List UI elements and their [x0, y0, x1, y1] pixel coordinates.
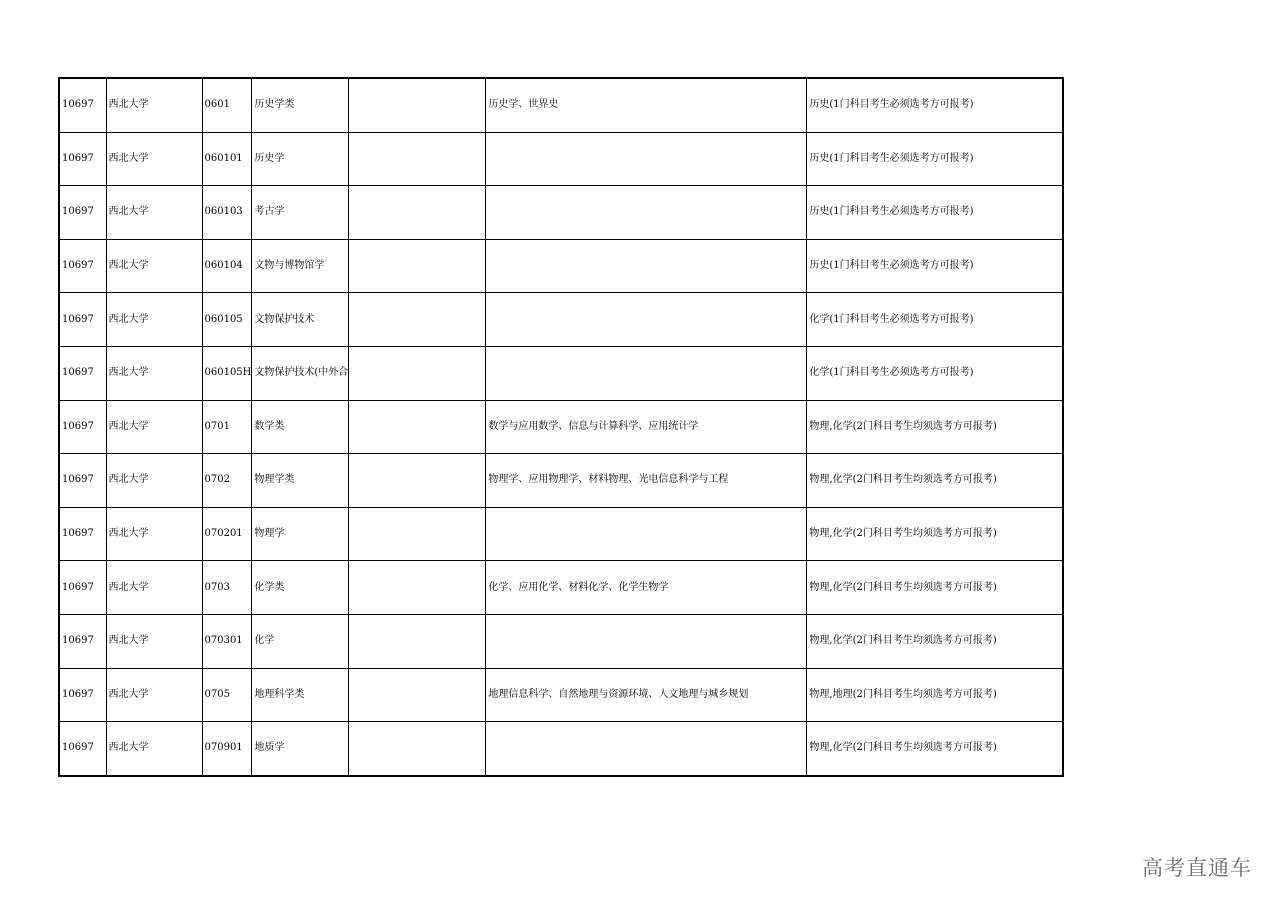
included-majors-cell [486, 132, 807, 186]
subject-requirement-cell: 化学(1门科目考生必须选考方可报考) [807, 346, 1063, 400]
included-majors-cell: 物理学、应用物理学、材料物理、光电信息科学与工程 [486, 454, 807, 508]
subject-requirement-cell: 历史(1门科目考生必须选考方可报考) [807, 239, 1063, 293]
blank-cell [349, 400, 486, 454]
included-majors-cell [486, 346, 807, 400]
major-name-cell: 历史学类 [252, 78, 349, 132]
blank-cell [349, 346, 486, 400]
table-row [59, 132, 1063, 186]
school-name-cell: 西北大学 [106, 346, 202, 400]
blank-cell [349, 186, 486, 240]
school-name-cell: 西北大学 [106, 561, 202, 615]
school-code-cell: 10697 [59, 78, 106, 132]
school-code-cell: 10697 [59, 507, 106, 561]
school-code-cell: 10697 [59, 186, 106, 240]
subject-requirement-cell: 物理,化学(2门科目考生均须选考方可报考) [807, 454, 1063, 508]
school-code-cell: 10697 [59, 132, 106, 186]
table-row [59, 400, 1063, 454]
table-row [59, 722, 1063, 776]
blank-cell [349, 614, 486, 668]
blank-cell [349, 132, 486, 186]
major-name-cell: 数学类 [252, 400, 349, 454]
major-code-cell: 0601 [202, 78, 252, 132]
major-name-cell: 文物保护技术(中外合 [252, 346, 349, 400]
subject-requirement-cell: 物理,化学(2门科目考生均须选考方可报考) [807, 614, 1063, 668]
school-name-cell: 西北大学 [106, 186, 202, 240]
school-name-cell: 西北大学 [106, 507, 202, 561]
school-code-cell: 10697 [59, 454, 106, 508]
blank-cell [349, 78, 486, 132]
school-code-cell: 10697 [59, 614, 106, 668]
major-name-cell: 历史学 [252, 132, 349, 186]
subject-requirement-cell: 物理,化学(2门科目考生均须选考方可报考) [807, 507, 1063, 561]
major-code-cell: 070201 [202, 507, 252, 561]
included-majors-cell: 化学、应用化学、材料化学、化学生物学 [486, 561, 807, 615]
blank-cell [349, 561, 486, 615]
table-row [59, 454, 1063, 508]
blank-cell [349, 668, 486, 722]
major-name-cell: 物理学 [252, 507, 349, 561]
included-majors-cell [486, 614, 807, 668]
major-code-cell: 060105 [202, 293, 252, 347]
major-name-cell: 文物与博物馆学 [252, 239, 349, 293]
included-majors-cell [486, 507, 807, 561]
major-code-cell: 0703 [202, 561, 252, 615]
major-code-cell: 070301 [202, 614, 252, 668]
school-code-cell: 10697 [59, 346, 106, 400]
school-code-cell: 10697 [59, 400, 106, 454]
included-majors-cell: 历史学、世界史 [486, 78, 807, 132]
school-code-cell: 10697 [59, 239, 106, 293]
subject-requirement-cell: 物理,化学(2门科目考生均须选考方可报考) [807, 400, 1063, 454]
major-name-cell: 物理学类 [252, 454, 349, 508]
major-name-cell: 文物保护技术 [252, 293, 349, 347]
school-name-cell: 西北大学 [106, 239, 202, 293]
school-name-cell: 西北大学 [106, 668, 202, 722]
major-code-cell: 0701 [202, 400, 252, 454]
table-row [59, 561, 1063, 615]
blank-cell [349, 507, 486, 561]
table-body [59, 78, 1063, 776]
table-row [59, 186, 1063, 240]
school-code-cell: 10697 [59, 561, 106, 615]
included-majors-cell: 地理信息科学、自然地理与资源环境、人文地理与城乡规划 [486, 668, 807, 722]
subject-requirement-cell: 物理,化学(2门科目考生均须选考方可报考) [807, 561, 1063, 615]
school-name-cell: 西北大学 [106, 722, 202, 776]
major-name-cell: 化学类 [252, 561, 349, 615]
school-name-cell: 西北大学 [106, 454, 202, 508]
table-row [59, 346, 1063, 400]
major-code-cell: 060103 [202, 186, 252, 240]
major-code-cell: 0705 [202, 668, 252, 722]
school-name-cell: 西北大学 [106, 614, 202, 668]
major-name-cell: 化学 [252, 614, 349, 668]
subject-requirement-cell: 化学(1门科目考生必须选考方可报考) [807, 293, 1063, 347]
subject-requirement-cell: 历史(1门科目考生必须选考方可报考) [807, 78, 1063, 132]
watermark-text: 高考直通车 [1142, 856, 1252, 880]
subject-requirement-cell: 历史(1门科目考生必须选考方可报考) [807, 186, 1063, 240]
table-row [59, 293, 1063, 347]
table-row [59, 239, 1063, 293]
school-name-cell: 西北大学 [106, 78, 202, 132]
included-majors-cell: 数学与应用数学、信息与计算科学、应用统计学 [486, 400, 807, 454]
blank-cell [349, 722, 486, 776]
blank-cell [349, 454, 486, 508]
included-majors-cell [486, 722, 807, 776]
blank-cell [349, 293, 486, 347]
table-row [59, 78, 1063, 132]
school-code-cell: 10697 [59, 668, 106, 722]
school-name-cell: 西北大学 [106, 132, 202, 186]
major-code-cell: 070901 [202, 722, 252, 776]
school-name-cell: 西北大学 [106, 400, 202, 454]
included-majors-cell [486, 186, 807, 240]
school-name-cell: 西北大学 [106, 293, 202, 347]
school-code-cell: 10697 [59, 293, 106, 347]
major-code-cell: 060104 [202, 239, 252, 293]
major-code-cell: 060101 [202, 132, 252, 186]
table-row [59, 507, 1063, 561]
admission-requirements-table [58, 77, 1064, 777]
included-majors-cell [486, 293, 807, 347]
major-code-cell: 060105H [202, 346, 252, 400]
blank-cell [349, 239, 486, 293]
major-name-cell: 地理科学类 [252, 668, 349, 722]
subject-requirement-cell: 物理,化学(2门科目考生均须选考方可报考) [807, 722, 1063, 776]
subject-requirement-cell: 历史(1门科目考生必须选考方可报考) [807, 132, 1063, 186]
table-row [59, 614, 1063, 668]
table-row [59, 668, 1063, 722]
major-code-cell: 0702 [202, 454, 252, 508]
major-name-cell: 考古学 [252, 186, 349, 240]
included-majors-cell [486, 239, 807, 293]
school-code-cell: 10697 [59, 722, 106, 776]
major-name-cell: 地质学 [252, 722, 349, 776]
subject-requirement-cell: 物理,地理(2门科目考生均须选考方可报考) [807, 668, 1063, 722]
